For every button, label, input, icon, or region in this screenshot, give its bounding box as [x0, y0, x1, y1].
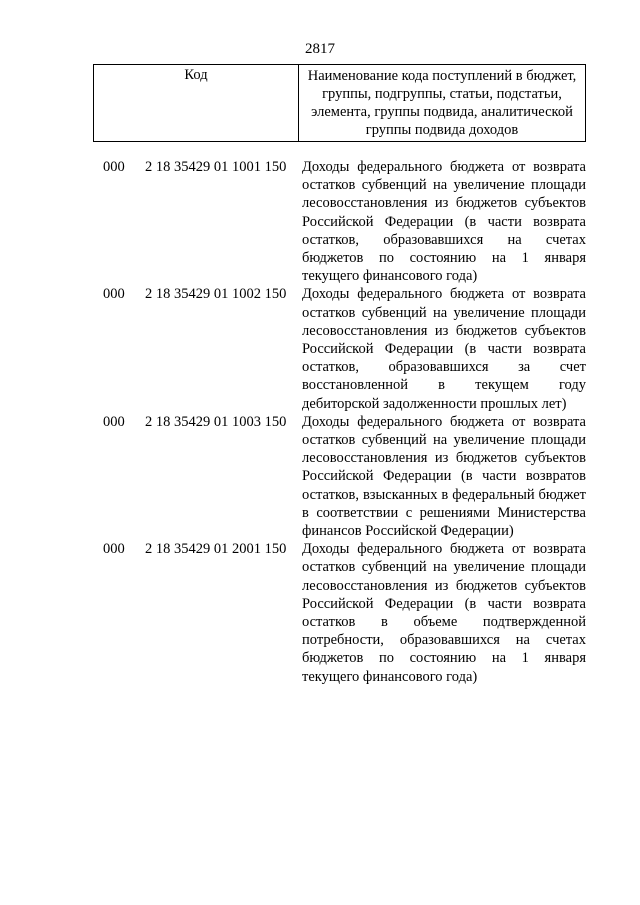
- income-name: Доходы федерального бюджета от возврата остатков субвенций на увеличение площади лесовосстановления из бюджетов субъектов Российской Федерации (в части возврата остатков в объеме подтвержденной потребности, образовавшихся на счетах бюджетов по состоянию на 1 января текущего финансового года): [302, 541, 586, 685]
- admin-code: 000: [103, 286, 125, 303]
- admin-code: 000: [103, 413, 125, 430]
- income-codes-list: [0, 158, 640, 686]
- table-row: [0, 540, 640, 686]
- income-name: Доходы федерального бюджета от возврата остатков субвенций на увеличение площади лесовосстановления из бюджетов субъектов Российской Федерации (в части возврата остатков, образовавшихся на счетах бюджетов по состоянию на 1 января текущего финансового года): [302, 159, 586, 285]
- income-name: Доходы федерального бюджета от возврата остатков субвенций на увеличение площади лесовосстановления из бюджетов субъектов Российской Федерации (в части возвратов остатков, взысканных в федеральный бюджет в соответствии с решениями Министерства финансов Российской Федерации): [302, 413, 586, 540]
- table-row: [0, 285, 640, 412]
- header-name-column: Наименование кода поступлений в бюджет, группы, подгруппы, статьи, подстатьи, элемента, группы подвида, аналитической группы подвида доходов: [307, 68, 577, 138]
- income-code: 2 18 35429 01 1003 150: [145, 413, 287, 430]
- income-name: Доходы федерального бюджета от возврата остатков субвенций на увеличение площади лесовосстановления из бюджетов субъектов Российской Федерации (в части возврата остатков, образовавшихся за счет восстановленной в текущем году дебиторской задолженности прошлых лет): [302, 286, 586, 412]
- table-row: [0, 158, 640, 285]
- income-code: 2 18 35429 01 1002 150: [145, 286, 287, 303]
- table-header: [93, 64, 586, 142]
- admin-code: 000: [103, 541, 125, 558]
- header-code-column: Код: [94, 65, 299, 141]
- admin-code: 000: [103, 159, 125, 175]
- income-code: 2 18 35429 01 2001 150: [145, 541, 287, 558]
- page-number: 2817: [305, 41, 335, 57]
- income-code: 2 18 35429 01 1001 150: [145, 159, 287, 175]
- table-row: [0, 413, 640, 540]
